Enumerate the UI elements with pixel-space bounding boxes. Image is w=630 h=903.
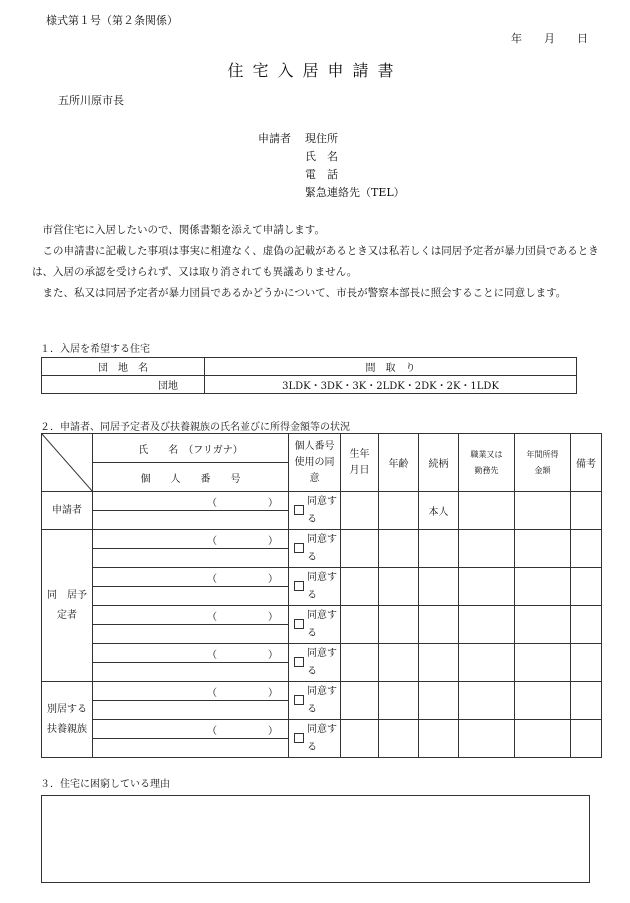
applicant-label: 申請者: [258, 132, 291, 145]
consent-cell[interactable]: [289, 720, 341, 758]
paren-close: ）: [268, 574, 278, 585]
table-row: [42, 606, 602, 625]
header-relation: 続柄: [419, 434, 459, 492]
page-title: 住宅入居申請書: [227, 61, 403, 80]
relation-field[interactable]: [419, 644, 459, 682]
consent-checkbox[interactable]: [294, 505, 304, 515]
personal-number-field[interactable]: [93, 663, 289, 682]
furigana-field[interactable]: [93, 492, 289, 511]
date-line: 年 月 日: [511, 32, 588, 45]
section3-heading: ３．住宅に困窮している理由: [40, 779, 170, 790]
furigana-field[interactable]: [93, 682, 289, 701]
remarks-field[interactable]: [571, 530, 602, 568]
relation-field[interactable]: [419, 530, 459, 568]
personal-number-field[interactable]: [93, 739, 289, 758]
paren-open: （: [207, 536, 217, 547]
table-row: [42, 720, 602, 739]
consent-checkbox[interactable]: [294, 657, 304, 667]
consent-cell[interactable]: [289, 530, 341, 568]
reason-textarea[interactable]: [41, 795, 590, 883]
relation-field[interactable]: [419, 568, 459, 606]
field-name: 氏 名: [305, 150, 338, 163]
table-row: [42, 530, 602, 549]
madori-options[interactable]: 3LDK・3DK・3K・2LDK・2DK・2K・1LDK: [205, 376, 577, 394]
danchi-field[interactable]: 団地: [42, 376, 205, 394]
relation-field[interactable]: [419, 606, 459, 644]
paren-close: ）: [268, 536, 278, 547]
consent-checkbox[interactable]: [294, 733, 304, 743]
furigana-field[interactable]: [93, 644, 289, 663]
header-number: 個 人 番 号: [93, 463, 289, 492]
job-field[interactable]: [459, 606, 515, 644]
remarks-field[interactable]: [571, 568, 602, 606]
section1-heading: １．入居を希望する住宅: [40, 344, 150, 355]
consent-label: 同意する: [307, 610, 337, 639]
paren-open: （: [207, 688, 217, 699]
relation-field[interactable]: [419, 682, 459, 720]
paren-open: （: [207, 650, 217, 661]
table-row: [42, 568, 602, 587]
paren-open: （: [207, 574, 217, 585]
consent-label: 同意する: [307, 496, 337, 525]
statement-1: 市営住宅に入居したいので、関係書類を添えて申請します。: [32, 224, 325, 236]
header-age: 年齢: [379, 434, 419, 492]
personal-number-field[interactable]: [93, 587, 289, 606]
paren-close: ）: [268, 498, 278, 509]
group-label: 同 居予定者: [42, 530, 93, 682]
col-danchi: 団 地 名: [42, 358, 205, 376]
consent-checkbox[interactable]: [294, 619, 304, 629]
header-birth: 生年月日: [341, 434, 379, 492]
form-number: 様式第１号（第２条関係）: [46, 14, 178, 27]
header-name: 氏 名 （フリガナ）: [93, 434, 289, 463]
income-field[interactable]: [515, 644, 571, 682]
age-field[interactable]: [379, 682, 419, 720]
field-emergency: 緊急連絡先（TEL）: [305, 186, 405, 199]
personal-number-field[interactable]: [93, 701, 289, 720]
consent-checkbox[interactable]: [294, 695, 304, 705]
furigana-field[interactable]: [93, 606, 289, 625]
statement-3: また、私又は同居予定者が暴力団員であるかどうかについて、市長が警察本部長に照会することに同意します。: [32, 287, 567, 299]
income-field[interactable]: [515, 720, 571, 758]
consent-label: 同意する: [307, 534, 337, 563]
corner-cell: [42, 434, 93, 492]
personal-number-field[interactable]: [93, 625, 289, 644]
field-phone: 電 話: [305, 168, 338, 181]
relation-field[interactable]: [419, 720, 459, 758]
remarks-field[interactable]: [571, 720, 602, 758]
personal-number-field[interactable]: [93, 549, 289, 568]
consent-cell[interactable]: [289, 682, 341, 720]
birth-field[interactable]: [341, 492, 379, 530]
income-field[interactable]: [515, 682, 571, 720]
consent-checkbox[interactable]: [294, 581, 304, 591]
addressee: 五所川原市長: [58, 94, 124, 107]
remarks-field[interactable]: [571, 644, 602, 682]
consent-label: 同意する: [307, 724, 337, 753]
age-field[interactable]: [379, 492, 419, 530]
age-field[interactable]: [379, 606, 419, 644]
job-field[interactable]: [459, 492, 515, 530]
occupants-table: [41, 433, 602, 758]
income-field[interactable]: [515, 568, 571, 606]
table-row: [42, 682, 602, 701]
age-field[interactable]: [379, 720, 419, 758]
paren-close: ）: [268, 650, 278, 661]
income-field[interactable]: [515, 530, 571, 568]
job-field[interactable]: [459, 568, 515, 606]
birth-field[interactable]: [341, 568, 379, 606]
furigana-field[interactable]: [93, 530, 289, 549]
age-field[interactable]: [379, 568, 419, 606]
table-row: [42, 644, 602, 663]
consent-cell[interactable]: [289, 568, 341, 606]
birth-field[interactable]: [341, 720, 379, 758]
header-income: 年間所得金額: [515, 434, 571, 492]
paren-close: ）: [268, 726, 278, 737]
housing-table: [41, 357, 577, 394]
consent-cell[interactable]: [289, 644, 341, 682]
header-job: 職業又は勤務先: [459, 434, 515, 492]
consent-cell[interactable]: [289, 606, 341, 644]
furigana-field[interactable]: [93, 568, 289, 587]
consent-label: 同意する: [307, 686, 337, 715]
personal-number-field[interactable]: [93, 511, 289, 530]
table-row: [42, 492, 602, 511]
birth-field[interactable]: [341, 530, 379, 568]
consent-label: 同意する: [307, 572, 337, 601]
paren-open: （: [207, 726, 217, 737]
job-field[interactable]: [459, 530, 515, 568]
birth-field[interactable]: [341, 606, 379, 644]
header-remarks: 備考: [571, 434, 602, 492]
paren-close: ）: [268, 688, 278, 699]
section2-heading: ２．申請者、同居予定者及び扶養親族の氏名並びに所得金額等の状況: [40, 422, 350, 433]
statement-2: この申請書に記載した事項は事実に相違なく、虚偽の記載があるとき又は私若しくは同居予定者が暴力団員であるときは、入居の承認を受けられず、又は取り消されても異議ありません。: [32, 245, 599, 278]
field-address: 現住所: [305, 132, 338, 145]
group-label: 申請者: [42, 492, 93, 530]
group-label: 別居する扶養親族: [42, 682, 93, 758]
header-consent: 個人番号使用の同意: [289, 434, 341, 492]
job-field[interactable]: [459, 682, 515, 720]
paren-open: （: [207, 612, 217, 623]
income-field[interactable]: [515, 606, 571, 644]
corner-diagonal: [42, 434, 93, 492]
remarks-field[interactable]: [571, 492, 602, 530]
income-field[interactable]: [515, 492, 571, 530]
consent-label: 同意する: [307, 648, 337, 677]
col-madori: 間 取 り: [205, 358, 577, 376]
paren-close: ）: [268, 612, 278, 623]
remarks-field[interactable]: [571, 606, 602, 644]
remarks-field[interactable]: [571, 682, 602, 720]
birth-field[interactable]: [341, 682, 379, 720]
age-field[interactable]: [379, 530, 419, 568]
job-field[interactable]: [459, 644, 515, 682]
birth-field[interactable]: [341, 644, 379, 682]
paren-open: （: [207, 498, 217, 509]
furigana-field[interactable]: [93, 720, 289, 739]
consent-cell[interactable]: [289, 492, 341, 530]
job-field[interactable]: [459, 720, 515, 758]
consent-checkbox[interactable]: [294, 543, 304, 553]
relation-field[interactable]: 本人: [419, 492, 459, 530]
age-field[interactable]: [379, 644, 419, 682]
